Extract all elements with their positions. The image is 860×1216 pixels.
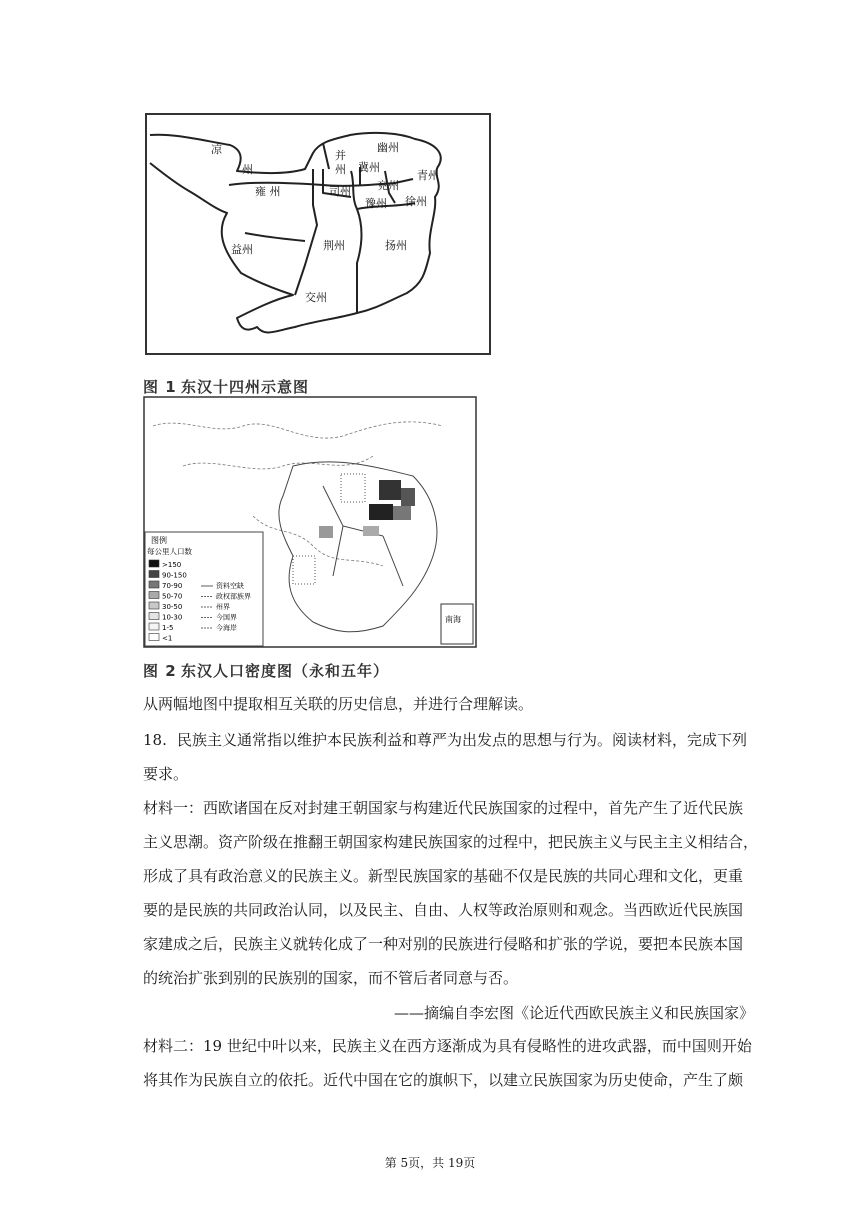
figure2-caption-text: 东汉人口密度图（永和五年） (181, 662, 390, 680)
label-jing: 荆州 (323, 239, 345, 252)
question18-stem-text: 民族主义通常指以维护本民族利益和尊严为出发点的思想与行为。阅读材料，完成下列 (177, 731, 748, 749)
question18-stem-line2: 要求。 (143, 765, 189, 783)
legend-title: 图例 (151, 536, 167, 545)
legend-swatch (149, 571, 159, 578)
legend-swatch (149, 613, 159, 620)
legend-item-label: 1-5 (162, 624, 174, 632)
label-yu: 豫州 (365, 197, 387, 210)
page-footer: 第 5页，共 19页 (384, 1156, 476, 1170)
legend-swatch (149, 592, 159, 599)
label-bing: 并 (335, 149, 346, 162)
material2-line: 将其作为民族自立的依托。近代中国在它的旗帜下，以建立民族国家为历史使命，产生了颇 (143, 1071, 744, 1089)
label-yang: 扬州 (385, 239, 407, 252)
legend-item-label: 10-30 (162, 613, 183, 622)
material2-line: 材料二：19 世纪中叶以来，民族主义在西方逐渐成为具有侵略性的进攻武器，而中国则开始 (143, 1037, 752, 1055)
question18-number: 18. (143, 731, 167, 749)
material1-line: 要的是民族的共同政治认同，以及民主、自由、人权等政治原则和观念。当西欧近代民族国 (143, 901, 744, 919)
figure2-map (143, 396, 477, 648)
legend-right-label: 今海岸 (216, 624, 237, 632)
label-si: 司州 (329, 185, 351, 198)
question18-stem-line1 (143, 730, 763, 750)
label-jiao: 交州 (305, 291, 327, 304)
label-qing: 青州 (417, 169, 439, 182)
figure1-caption (143, 376, 309, 397)
legend-right-label: 资料空缺 (216, 582, 244, 590)
figure1-caption-text: 东汉十四州示意图 (181, 378, 310, 396)
material1-line: 材料一：西欧诸国在反对封建王朝国家与构建近代民族国家的过程中，首先产生了近代民族 (143, 799, 744, 817)
figure1-caption-number: 图 1 (143, 378, 177, 396)
inset-label: 南海 (445, 615, 461, 624)
material1-line: 形成了具有政治意义的民族主义。新型民族国家的基础不仅是民族的共同心理和文化，更重 (143, 867, 744, 885)
legend-swatch (149, 560, 159, 567)
material1-source: ——摘编自李宏图《论近代西欧民族主义和民族国家》 (393, 1004, 754, 1022)
legend-right-label: 今国界 (216, 613, 237, 622)
legend-swatch (149, 634, 159, 641)
label-ji: 冀州 (358, 161, 380, 174)
legend-item-label: 50-70 (162, 592, 183, 601)
material1-line: 主义思潮。资产阶级在推翻王朝国家构建民族国家的过程中，把民族主义与民主主义相结合， (143, 833, 759, 851)
label-liang-zhou: 州 (242, 163, 253, 176)
label-yong: 雍 州 (255, 185, 281, 198)
legend-swatch (149, 602, 159, 609)
question17-prompt: 从两幅地图中提取相互关联的历史信息，并进行合理解读。 (143, 695, 534, 713)
label-yi: 益州 (231, 243, 253, 256)
material1-line: 家建成之后，民族主义就转化成了一种对别的民族进行侵略和扩张的学说，要把本民族本国 (143, 935, 744, 953)
label-yan: 兖州 (377, 179, 399, 192)
figure1-map (145, 113, 491, 355)
legend-right-label: 政权部族界 (216, 592, 251, 601)
legend-item-label: 90-150 (162, 571, 187, 580)
label-liang: 凉 (211, 143, 222, 156)
figure2-caption-number: 图 2 (143, 662, 177, 680)
figure2-caption (143, 660, 389, 681)
label-you: 幽州 (377, 141, 399, 154)
label-xu: 徐州 (405, 195, 427, 208)
label-bing-zhou: 州 (335, 163, 346, 176)
legend-swatch (149, 581, 159, 588)
legend-swatch (149, 623, 159, 630)
legend-right-label: 州界 (216, 603, 230, 611)
material1-line: 的统治扩张到别的民族别的国家，而不管后者同意与否。 (143, 969, 519, 987)
legend-item-label: 30-50 (162, 603, 183, 611)
legend-item-label: 70-90 (162, 582, 183, 590)
legend-item-label: <1 (162, 634, 173, 643)
legend-subtitle: 每公里人口数 (147, 547, 192, 556)
legend-item-label: >150 (162, 561, 182, 569)
